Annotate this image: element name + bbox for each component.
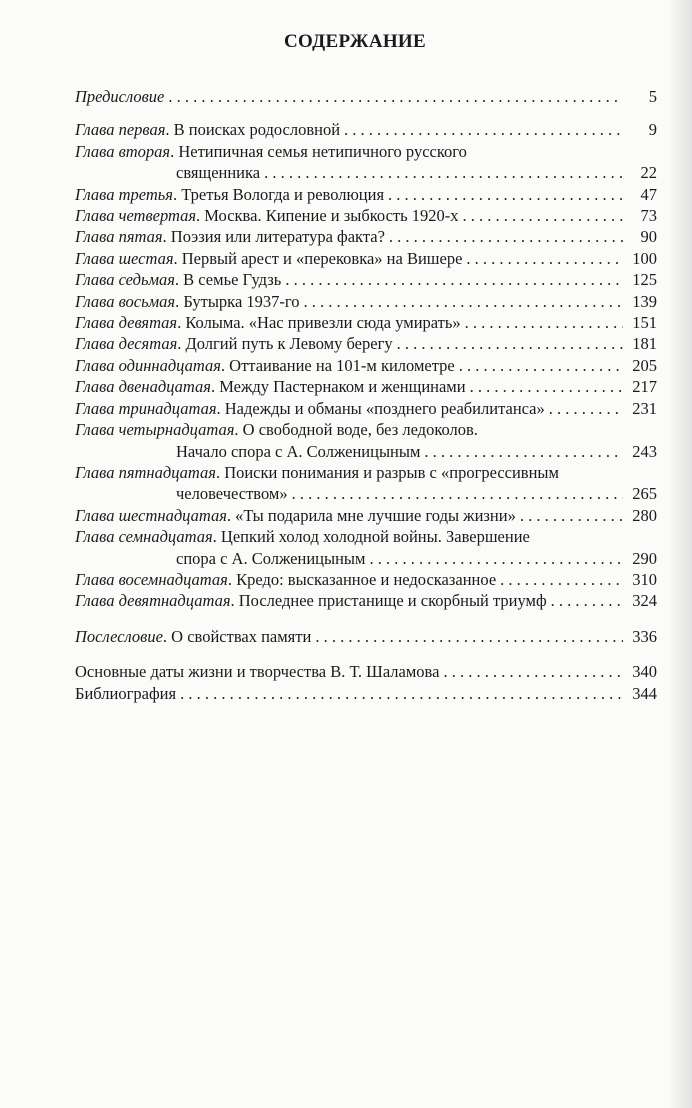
leader-dots: [424, 441, 623, 462]
leader-dots: [500, 569, 623, 590]
leader-dots: [285, 269, 623, 290]
entry-title-continuation: Начало спора с А. Солженицыным: [176, 441, 421, 461]
leader-dots: [264, 162, 623, 183]
page-number: 22: [640, 163, 657, 183]
entry-title: В поисках родословной: [173, 120, 341, 140]
entry-lead: Глава тринадцатая: [75, 398, 217, 418]
entry-lead: Глава девятая: [75, 313, 178, 333]
page-number: 139: [632, 291, 657, 311]
entry-title: О свойствах памяти: [171, 626, 312, 646]
toc-entry-chapter[interactable]: Глава двенадцатая. Между Пастернаком и женщинами . . . 217: [75, 376, 657, 397]
page-number: 217: [632, 377, 657, 397]
entry-lead: Глава седьмая: [75, 270, 175, 290]
entry-lead: Глава пятнадцатая: [75, 462, 216, 482]
leader-dots: [459, 355, 623, 376]
page-number: 344: [632, 683, 657, 703]
leader-dots: [551, 590, 623, 611]
leader-dots: [315, 626, 623, 647]
toc-entry-chapter[interactable]: Глава третья. Третья Вологда и революция . . . 47: [75, 184, 657, 205]
entry-title-continuation: спора с А. Солженицыным: [176, 548, 366, 568]
toc-entry-chapter[interactable]: Глава десятая. Долгий путь к Левому берегу . . . 181: [75, 333, 657, 354]
entry-title: Между Пастернаком и женщинами: [219, 377, 466, 397]
leader-dots: [180, 683, 623, 704]
page-number: 265: [632, 484, 657, 504]
entry-title: В семье Гудзь: [183, 270, 282, 290]
page-number: 290: [632, 548, 657, 568]
leader-dots: [549, 398, 623, 419]
toc-entry-preface[interactable]: [75, 86, 657, 107]
entry-lead: Глава восьмая: [75, 291, 176, 311]
entry-title-continuation: человечеством»: [176, 484, 288, 504]
page-number: 73: [640, 206, 657, 226]
entry-lead: Глава шестнадцатая: [75, 505, 227, 525]
toc-entry-chapter[interactable]: Глава пятнадцатая. Поиски понимания и разрыв с «прогрессивным: [75, 462, 559, 482]
entry-lead: Глава первая: [75, 120, 166, 140]
toc-entry-chapter[interactable]: Глава тринадцатая. Надежды и обманы «позднего реабилитанса» . . . 231: [75, 398, 657, 419]
entry-lead: Глава двенадцатая: [75, 377, 211, 397]
leader-dots: [463, 205, 623, 226]
entry-title: Оттаивание на 101-м километре: [229, 355, 455, 375]
leader-dots: [292, 483, 623, 504]
page-number: 181: [632, 334, 657, 354]
entry-lead: Глава четвертая: [75, 206, 197, 226]
toc-entry-chapter[interactable]: Глава шестая. Первый арест и «перековка» на Вишере . . . 100: [75, 248, 657, 269]
leader-dots: [344, 119, 623, 140]
entry-title: Цепкий холод холодной войны. Завершение: [220, 527, 530, 547]
toc-entry-chapter-continuation[interactable]: [75, 441, 657, 462]
toc-entry-bibliography[interactable]: [75, 683, 657, 704]
entry-title: Третья Вологда и революция: [181, 184, 385, 204]
entry-title: Бутырка 1937-го: [183, 291, 300, 311]
page-title: СОДЕРЖАНИЕ: [284, 31, 426, 52]
leader-dots: [304, 291, 624, 312]
entry-lead: Глава семнадцатая: [75, 527, 213, 547]
entry-lead: Глава восемнадцатая: [75, 569, 228, 589]
page-number: 47: [640, 184, 657, 204]
page-number: 125: [632, 270, 657, 290]
page-number: 324: [632, 591, 657, 611]
entry-title: Кредо: высказанное и недосказанное: [236, 569, 497, 589]
toc-entry-chapter[interactable]: Глава вторая. Нетипичная семья нетипичного русского: [75, 141, 467, 161]
page-edge-shadow: [668, 0, 692, 1108]
page-number: 336: [632, 626, 657, 646]
entry-title: Долгий путь к Левому берегу: [185, 334, 393, 354]
toc-entry-chapter[interactable]: Глава одиннадцатая. Оттаивание на 101-м километре . . . 205: [75, 355, 657, 376]
toc-entry-chapter[interactable]: Глава девятнадцатая. Последнее пристанище и скорбный триумф . . . 324: [75, 590, 657, 611]
entry-title: Нетипичная семья нетипичного русского: [178, 141, 467, 161]
entry-lead: Глава шестая: [75, 248, 174, 268]
page-number: 231: [632, 398, 657, 418]
entry-lead: Послесловие: [75, 626, 163, 646]
toc-entry-chapter-continuation[interactable]: [75, 548, 657, 569]
toc-entry-chapter[interactable]: Глава четырнадцатая. О свободной воде, без ледоколов.: [75, 420, 478, 440]
page-number: 340: [632, 662, 657, 682]
entry-title: «Ты подарила мне лучшие годы жизни»: [235, 505, 516, 525]
toc-entry-chapter[interactable]: Глава четвертая. Москва. Кипение и зыбкость 1920-х . . . 73: [75, 205, 657, 226]
table-of-contents: [75, 86, 657, 704]
toc-entry-chapter[interactable]: Глава пятая. Поэзия или литература факта? . . . 90: [75, 226, 657, 247]
entry-title: Основные даты жизни и творчества В. Т. Шаламова: [75, 662, 440, 682]
leader-dots: [470, 376, 623, 397]
entry-title: Надежды и обманы «позднего реабилитанса»: [224, 398, 545, 418]
toc-entry-chapter[interactable]: Глава семнадцатая. Цепкий холод холодной войны. Завершение: [75, 527, 530, 547]
entry-title: Последнее пристанище и скорбный триумф: [238, 591, 547, 611]
toc-entry-chronology[interactable]: [75, 661, 657, 682]
entry-lead: Глава четырнадцатая: [75, 420, 235, 440]
entry-lead: Глава пятая: [75, 227, 163, 247]
page-number: 5: [648, 87, 657, 106]
leader-dots: [389, 226, 623, 247]
entry-title: Первый арест и «перековка» на Вишере: [181, 248, 463, 268]
page-number: 90: [640, 227, 657, 247]
entry-title: Поэзия или литература факта?: [170, 227, 385, 247]
page-number: 151: [632, 313, 657, 333]
leader-dots: [397, 333, 623, 354]
entry-title: Колыма. «Нас привезли сюда умирать»: [185, 313, 461, 333]
toc-entry-chapter[interactable]: Глава шестнадцатая. «Ты подарила мне лучшие годы жизни» . . . 280: [75, 505, 657, 526]
entry-lead: Глава десятая: [75, 334, 178, 354]
toc-entry-chapter[interactable]: Глава девятая. Колыма. «Нас привезли сюда умирать» . . . 151: [75, 312, 657, 333]
toc-entry-chapter-continuation[interactable]: [75, 162, 657, 183]
toc-entry-chapter[interactable]: Глава седьмая. В семье Гудзь . . . 125: [75, 269, 657, 290]
entry-lead: Предисловие: [75, 87, 165, 106]
page-number: 243: [632, 441, 657, 461]
toc-entry-chapter[interactable]: Глава восемнадцатая. Кредо: высказанное и недосказанное . . . 310: [75, 569, 657, 590]
entry-title: Поиски понимания и разрыв с «прогрессивным: [224, 462, 559, 482]
entry-title: Москва. Кипение и зыбкость 1920-х: [204, 206, 459, 226]
entry-lead: Глава третья: [75, 184, 173, 204]
leader-dots: [168, 86, 623, 107]
leader-dots: [466, 248, 623, 269]
page-number: 9: [648, 120, 657, 140]
entry-lead: Глава девятнадцатая: [75, 591, 231, 611]
entry-title: О свободной воде, без ледоколов.: [242, 420, 478, 440]
entry-lead: Глава одиннадцатая: [75, 355, 221, 375]
page-number: 280: [632, 505, 657, 525]
entry-title-continuation: священника: [176, 163, 261, 183]
page-number: 100: [632, 248, 657, 268]
leader-dots: [388, 184, 623, 205]
page-number: 205: [632, 355, 657, 375]
leader-dots: [443, 661, 623, 682]
entry-lead: Глава вторая: [75, 141, 171, 161]
toc-entry-afterword[interactable]: Послесловие. О свойствах памяти . . . 336: [75, 626, 657, 647]
entry-title: Библиография: [75, 683, 177, 703]
page-number: 310: [632, 569, 657, 589]
leader-dots: [465, 312, 623, 333]
leader-dots: [520, 505, 623, 526]
toc-entry-chapter[interactable]: Глава первая. В поисках родословной . . . 9: [75, 119, 657, 140]
leader-dots: [369, 548, 623, 569]
toc-entry-chapter-continuation[interactable]: [75, 483, 657, 504]
toc-entry-chapter[interactable]: Глава восьмая. Бутырка 1937-го . . . 139: [75, 291, 657, 312]
